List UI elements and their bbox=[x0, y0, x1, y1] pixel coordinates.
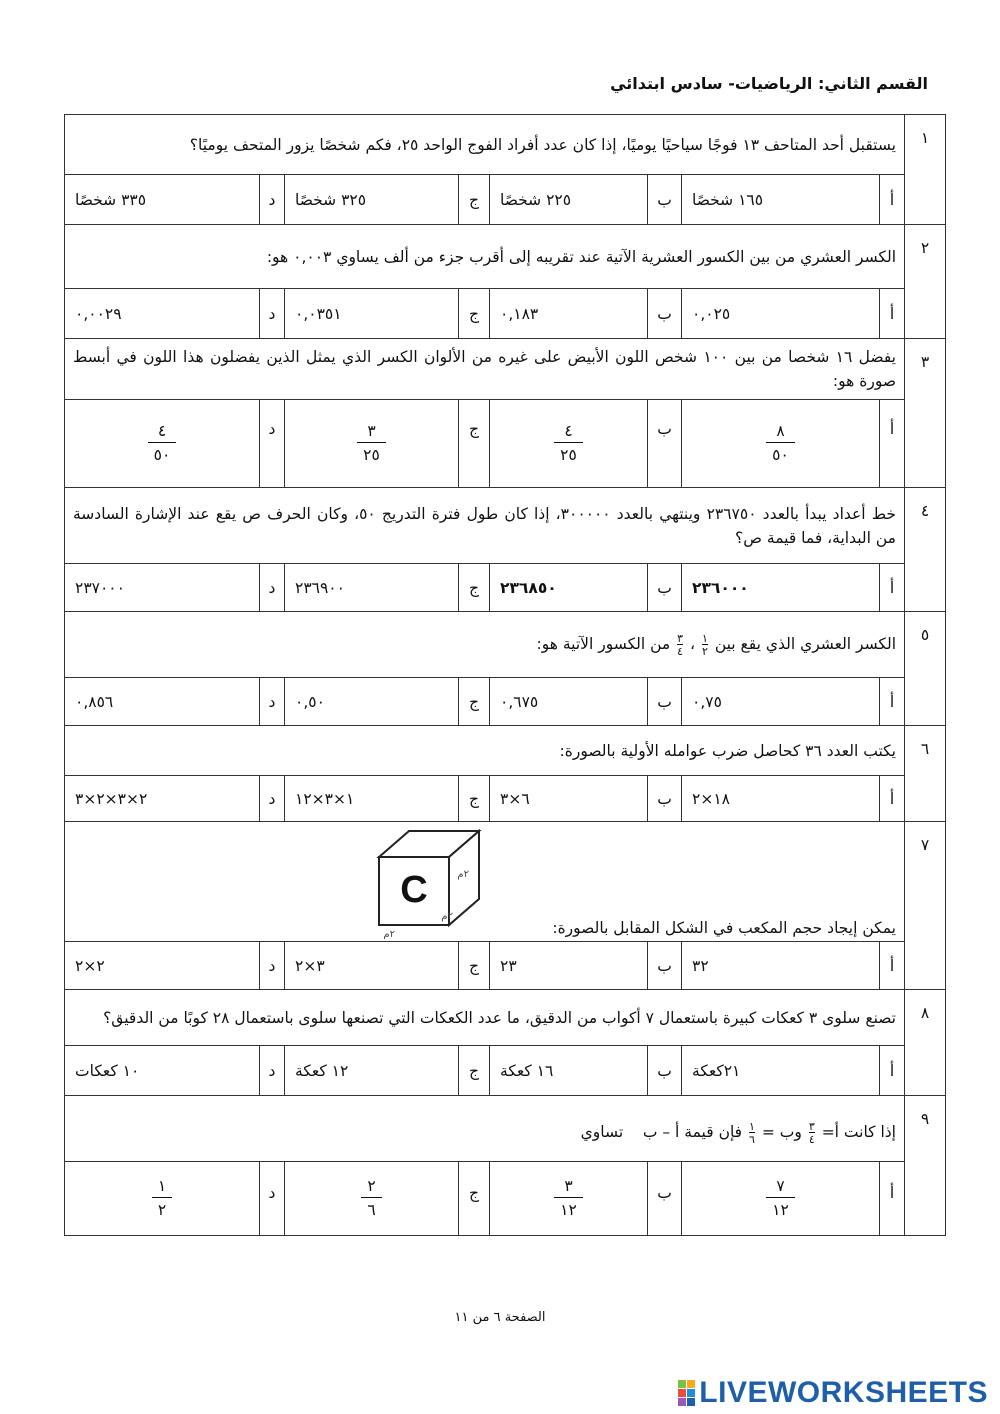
numerator: ٤ bbox=[157, 421, 167, 440]
option-c[interactable]: ١×٣×١٢ bbox=[285, 776, 459, 822]
numerator: ٧ bbox=[776, 1176, 785, 1195]
option-label: ب bbox=[648, 564, 682, 612]
option-b[interactable] bbox=[490, 1162, 648, 1236]
option-label: أ bbox=[880, 564, 905, 612]
option-label: ب bbox=[648, 1162, 682, 1236]
option-a[interactable]: ٠,٠٢٥ bbox=[682, 289, 880, 339]
question-number: ٢ bbox=[905, 225, 946, 339]
denominator: ٤ bbox=[677, 644, 684, 658]
denominator: ١٢ bbox=[766, 1197, 795, 1219]
option-b[interactable]: ١٦ كعكة bbox=[490, 1046, 648, 1096]
numerator: ١ bbox=[701, 631, 708, 645]
option-label: أ bbox=[880, 776, 905, 822]
fraction bbox=[809, 1121, 815, 1145]
question-cell bbox=[65, 822, 905, 942]
option-d[interactable]: ٠,٠٠٢٩ bbox=[65, 289, 260, 339]
option-label: د bbox=[260, 175, 285, 225]
option-d[interactable]: ١٠ كعكات bbox=[65, 1046, 260, 1096]
fraction bbox=[152, 1176, 172, 1219]
question-text-pre: إذا كانت أ= bbox=[821, 1123, 896, 1142]
option-c[interactable] bbox=[285, 400, 459, 488]
option-label: أ bbox=[880, 1046, 905, 1096]
option-label: د bbox=[260, 1046, 285, 1096]
option-d[interactable] bbox=[65, 1162, 260, 1236]
option-label: ب bbox=[648, 289, 682, 339]
fraction bbox=[766, 421, 795, 464]
denominator: ٥٠ bbox=[766, 442, 795, 464]
option-d[interactable]: ٠,٨٥٦ bbox=[65, 678, 260, 726]
option-label: ج bbox=[459, 678, 490, 726]
cube-letter: C bbox=[400, 868, 428, 911]
denominator: ٢ bbox=[701, 644, 708, 658]
option-label: ب bbox=[648, 776, 682, 822]
option-b[interactable]: ٢٣٦٨٥٠ bbox=[490, 564, 648, 612]
numerator: ٨ bbox=[776, 421, 785, 440]
question-text: يكتب العدد ٣٦ كحاصل ضرب عوامله الأولية بالصورة: bbox=[65, 726, 905, 776]
option-c[interactable]: ٠,٠٣٥١ bbox=[285, 289, 459, 339]
question-text-post: فإن قيمة أ – ب تساوي bbox=[580, 1123, 743, 1142]
option-label: أ bbox=[880, 289, 905, 339]
option-label: أ bbox=[880, 400, 905, 488]
option-c[interactable]: ٣٢٥ شخصًا bbox=[285, 175, 459, 225]
option-d[interactable] bbox=[65, 400, 260, 488]
question-number: ٨ bbox=[905, 990, 946, 1096]
fraction bbox=[677, 633, 683, 657]
option-label: ج bbox=[459, 1162, 490, 1236]
option-a[interactable] bbox=[682, 400, 880, 488]
option-b[interactable]: ٠,١٨٣ bbox=[490, 289, 648, 339]
option-b[interactable]: ٦×٣ bbox=[490, 776, 648, 822]
option-c[interactable]: ١٢ كعكة bbox=[285, 1046, 459, 1096]
option-c[interactable]: ٠,٥٠ bbox=[285, 678, 459, 726]
fraction bbox=[702, 633, 708, 657]
question-number: ١ bbox=[905, 115, 946, 225]
option-a[interactable]: ٢٣٦٠٠٠ bbox=[682, 564, 880, 612]
numerator: ٣ bbox=[808, 1119, 815, 1133]
question-number: ٥ bbox=[905, 612, 946, 726]
question-text: يمكن إيجاد حجم المكعب في الشكل المقابل بالصورة: bbox=[552, 918, 896, 937]
option-label: ج bbox=[459, 1046, 490, 1096]
option-a[interactable]: ٠,٧٥ bbox=[682, 678, 880, 726]
question-text-mid: وب = bbox=[761, 1123, 802, 1142]
edge-label: ٢م bbox=[457, 868, 469, 880]
question-text-post: من الكسور الآتية هو: bbox=[536, 635, 671, 654]
separator: ، bbox=[690, 635, 696, 654]
question-number: ٧ bbox=[905, 822, 946, 990]
question-text: تصنع سلوى ٣ كعكات كبيرة باستعمال ٧ أكواب من الدقيق، ما عدد الكعكات التي تصنعها سلوى باستعمال ٢٨ كوبًا من الدقيق؟ bbox=[65, 990, 905, 1046]
fraction bbox=[357, 421, 386, 464]
option-label: ج bbox=[459, 175, 490, 225]
option-label: أ bbox=[880, 175, 905, 225]
numerator: ٢ bbox=[367, 1176, 376, 1195]
question-text-pre: الكسر العشري الذي يقع بين bbox=[714, 635, 896, 654]
fraction bbox=[749, 1121, 755, 1145]
option-label: د bbox=[260, 400, 285, 488]
option-label: ج bbox=[459, 564, 490, 612]
numerator: ٤ bbox=[564, 421, 573, 440]
option-label: ب bbox=[648, 175, 682, 225]
denominator: ٦ bbox=[749, 1132, 755, 1146]
option-label: أ bbox=[880, 1162, 905, 1236]
fraction bbox=[148, 421, 177, 464]
fraction bbox=[554, 421, 583, 464]
option-a[interactable]: ٣٢ bbox=[682, 942, 880, 990]
option-c[interactable]: ٢٣٦٩٠٠ bbox=[285, 564, 459, 612]
cube-figure bbox=[365, 827, 485, 939]
option-c[interactable] bbox=[285, 1162, 459, 1236]
option-d[interactable]: ٢×٢ bbox=[65, 942, 260, 990]
numerator: ٣ bbox=[564, 1176, 573, 1195]
option-a[interactable]: ١٨×٢ bbox=[682, 776, 880, 822]
option-d[interactable]: ٣٣٥ شخصًا bbox=[65, 175, 260, 225]
option-label: ب bbox=[648, 400, 682, 488]
question-text bbox=[65, 612, 905, 678]
option-a[interactable]: ٢١كعكة bbox=[682, 1046, 880, 1096]
question-text: يفضل ١٦ شخصا من بين ١٠٠ شخص اللون الأبيض على غيره من الألوان الكسر الذي يمثل الذين يفضلون هذا اللون في أبسط صورة هو: bbox=[65, 339, 905, 400]
option-b[interactable]: ٠,٦٧٥ bbox=[490, 678, 648, 726]
option-d[interactable]: ٢٣٧٠٠٠ bbox=[65, 564, 260, 612]
question-text: خط أعداد يبدأ بالعدد ٢٣٦٧٥٠ وينتهي بالعدد ٣٠٠٠٠٠، إذا كان طول فترة التدريج ٥٠، وكان الحرف ص يقع عند الإشارة السادسة من البداية، فما قيمة ص؟ bbox=[65, 488, 905, 564]
numerator: ٣ bbox=[677, 631, 684, 645]
question-number: ٤ bbox=[905, 488, 946, 612]
option-b[interactable]: ٢٣ bbox=[490, 942, 648, 990]
option-label: ج bbox=[459, 942, 490, 990]
logo-icon bbox=[678, 1380, 695, 1406]
page-title: القسم الثاني: الرياضيات- سادس ابتدائي bbox=[610, 74, 928, 93]
fraction bbox=[554, 1176, 583, 1219]
option-label: أ bbox=[880, 678, 905, 726]
option-label: د bbox=[260, 942, 285, 990]
denominator: ٢٥ bbox=[554, 442, 583, 464]
edge-label: ٢م bbox=[441, 910, 453, 922]
denominator: ٢٥ bbox=[357, 442, 386, 464]
option-d[interactable]: ٢×٣×٢×٣ bbox=[65, 776, 260, 822]
option-label: ب bbox=[648, 1046, 682, 1096]
option-label: أ bbox=[880, 942, 905, 990]
option-a[interactable] bbox=[682, 1162, 880, 1236]
denominator: ٤ bbox=[808, 1132, 815, 1146]
option-b[interactable]: ٢٢٥ شخصًا bbox=[490, 175, 648, 225]
numerator: ٣ bbox=[367, 421, 376, 440]
numerator: ١ bbox=[749, 1119, 755, 1133]
brand-name: LIVEWORKSHEETS bbox=[699, 1376, 988, 1409]
question-number: ٦ bbox=[905, 726, 946, 822]
option-label: د bbox=[260, 678, 285, 726]
question-text: الكسر العشري من بين الكسور العشرية الآتية عند تقريبه إلى أقرب جزء من ألف يساوي ٠,٠٠٣ هو: bbox=[65, 225, 905, 289]
denominator: ٥٠ bbox=[148, 442, 177, 464]
liveworksheets-logo[interactable] bbox=[678, 1376, 988, 1410]
option-label: ج bbox=[459, 289, 490, 339]
option-b[interactable] bbox=[490, 400, 648, 488]
edge-label: ٢م bbox=[383, 928, 395, 939]
denominator: ٢ bbox=[152, 1197, 172, 1219]
option-label: ب bbox=[648, 678, 682, 726]
option-label: د bbox=[260, 564, 285, 612]
fraction bbox=[361, 1176, 381, 1219]
option-label: ج bbox=[459, 400, 490, 488]
denominator: ١٢ bbox=[554, 1197, 583, 1219]
option-label: د bbox=[260, 776, 285, 822]
question-text: يستقبل أحد المتاحف ١٣ فوجًا سياحيًا يوميًا، إذا كان عدد أفراد الفوج الواحد ٢٥، فكم شخصًا يزور المتحف يوميًا؟ bbox=[65, 115, 905, 175]
question-number: ٣ bbox=[905, 339, 946, 488]
fraction bbox=[766, 1176, 795, 1219]
option-c[interactable]: ٣×٢ bbox=[285, 942, 459, 990]
denominator: ٦ bbox=[361, 1197, 381, 1219]
option-label: ج bbox=[459, 776, 490, 822]
numerator: ١ bbox=[157, 1176, 167, 1195]
question-number: ٩ bbox=[905, 1096, 946, 1236]
question-text bbox=[65, 1096, 905, 1162]
question-table bbox=[64, 114, 946, 1236]
page-number: الصفحة ٦ من ١١ bbox=[454, 1310, 546, 1325]
option-label: ب bbox=[648, 942, 682, 990]
option-label: د bbox=[260, 1162, 285, 1236]
option-a[interactable]: ١٦٥ شخصًا bbox=[682, 175, 880, 225]
option-label: د bbox=[260, 289, 285, 339]
